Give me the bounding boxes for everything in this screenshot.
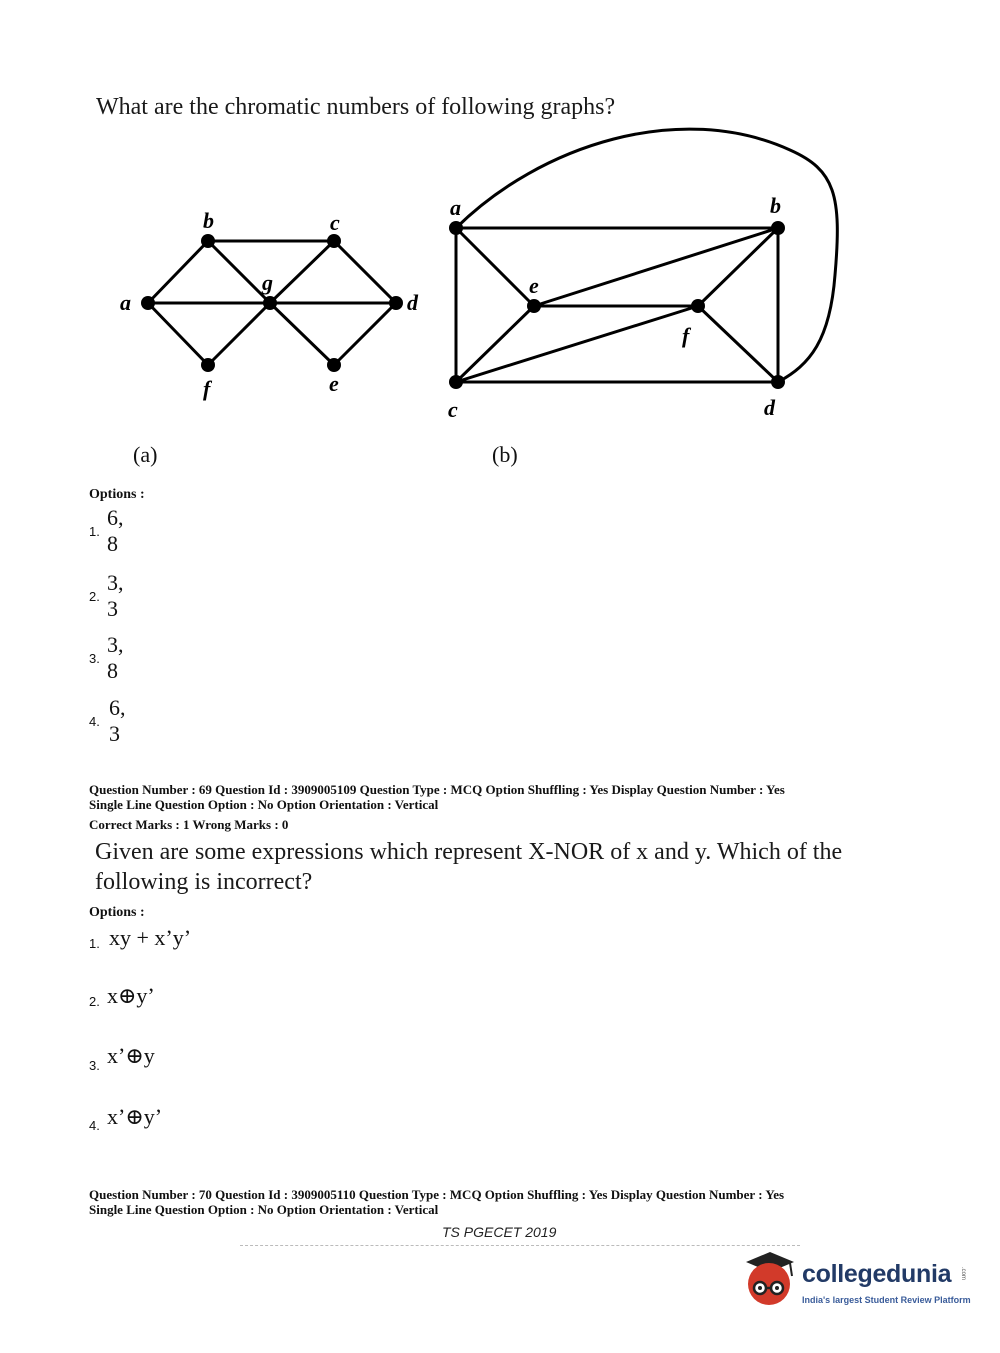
graph-a-label-e: e: [329, 371, 339, 396]
option-number: 2.: [89, 994, 100, 1009]
option-number: 4.: [89, 1118, 100, 1133]
q70-meta-line-1: Question Number : 70 Question Id : 3909005110 Question Type : MCQ Option Shuffling : Yes Display Question Number : Yes: [89, 1187, 785, 1202]
graph-a-label-f: f: [203, 376, 211, 401]
graph-b-node-d: [771, 375, 785, 389]
option-number: 1.: [89, 524, 100, 539]
brand-suffix: .com: [960, 1267, 966, 1281]
q69-meta-line-1: Question Number : 69 Question Id : 3909005109 Question Type : MCQ Option Shuffling : Yes Display Question Number : Yes: [89, 782, 785, 797]
option-value: x’⊕y’: [107, 1104, 163, 1129]
exam-footer-label: TS PGECET 2019: [442, 1224, 557, 1240]
graph-a-node-b: [201, 234, 215, 248]
graph-b-node-f: [691, 299, 705, 313]
q69-meta-line-2: Single Line Question Option : No Option Orientation : Vertical: [89, 797, 439, 812]
graph-b-node-b: [771, 221, 785, 235]
graph-a-caption: (a): [133, 442, 158, 467]
graph-a-node-g: [263, 296, 277, 310]
graph-a-label-b: b: [203, 208, 214, 233]
graph-a-node-a: [141, 296, 155, 310]
graduate-mascot-icon: [738, 1250, 800, 1310]
graph-b-figure: [430, 125, 860, 425]
option-number: 4.: [89, 714, 100, 729]
option-number: 3.: [89, 651, 100, 666]
q68-options-heading: Options :: [89, 487, 145, 502]
graph-a-node-d: [389, 296, 403, 310]
question-68-text: What are the chromatic numbers of following graphs?: [96, 94, 616, 120]
option-number: 3.: [89, 1058, 100, 1073]
option-value: xy + x’y’: [109, 925, 192, 950]
option-value: 3, 3: [107, 570, 124, 621]
option-number: 1.: [89, 936, 100, 951]
option-value: 3, 8: [107, 632, 124, 683]
graph-b-label-e: e: [529, 273, 539, 298]
q70-meta-line-2: Single Line Question Option : No Option Orientation : Vertical: [89, 1202, 439, 1217]
footer-divider: [240, 1245, 800, 1246]
graph-b-label-a: a: [450, 195, 461, 220]
graph-b-label-c: c: [448, 397, 458, 422]
graph-a-node-f: [201, 358, 215, 372]
graph-b-label-f: f: [682, 323, 690, 348]
graph-a-node-e: [327, 358, 341, 372]
graph-b-node-e: [527, 299, 541, 313]
graph-a-label-d: d: [407, 290, 418, 315]
brand-name: collegedunia: [802, 1260, 952, 1288]
option-value: x⊕y’: [107, 983, 155, 1008]
q69-text-line-2: following is incorrect?: [95, 869, 313, 895]
graph-b-node-c: [449, 375, 463, 389]
graph-b-label-b: b: [770, 193, 781, 218]
graph-a-figure: [110, 200, 430, 410]
option-number: 2.: [89, 589, 100, 604]
option-value: x’⊕y: [107, 1043, 155, 1068]
option-value: 6, 3: [109, 695, 126, 746]
graph-a-node-c: [327, 234, 341, 248]
q69-options-heading: Options :: [89, 905, 145, 920]
graph-b-label-d: d: [764, 395, 775, 420]
graph-b-caption: (b): [492, 442, 518, 467]
q69-marks: Correct Marks : 1 Wrong Marks : 0: [89, 817, 289, 832]
graph-a-label-a: a: [120, 290, 131, 315]
brand-tagline: India's largest Student Review Platform: [802, 1295, 971, 1305]
graph-a-label-g: g: [262, 270, 273, 295]
collegedunia-logo: [738, 1250, 978, 1310]
graph-b-node-a: [449, 221, 463, 235]
graph-a-label-c: c: [330, 210, 340, 235]
q69-text-line-1: Given are some expressions which represent X-NOR of x and y. Which of the: [95, 839, 843, 865]
option-value: 6, 8: [107, 505, 124, 556]
